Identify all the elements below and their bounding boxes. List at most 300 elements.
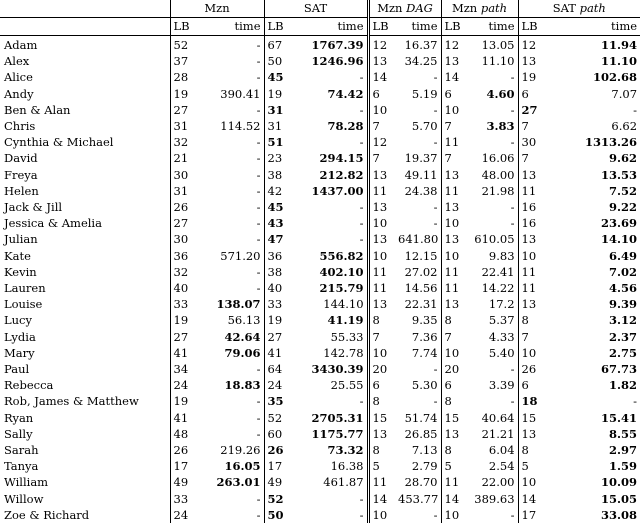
row-name: Zoe & Richard: [4, 507, 90, 522]
cell-sat-path-lb: 26: [518, 361, 545, 377]
cell-sat-lb: 64: [264, 361, 294, 377]
cell-mzn-lb: 24: [170, 377, 200, 393]
table-row: [0, 491, 640, 507]
cell-sat-time: 142.78: [323, 345, 364, 360]
cell-sat-lb: 49: [264, 474, 294, 490]
cell-mzn-time: -: [256, 394, 261, 409]
cell-mzn-path-time: 3.83: [486, 119, 515, 134]
cell-mzn-dag-lb: 10: [368, 248, 395, 264]
table-row: [0, 199, 640, 215]
cell-mzn-path-time: 2.54: [488, 459, 515, 474]
cell-sat-path-time: 1313.26: [585, 135, 638, 150]
cell-sat-lb: 27: [264, 329, 294, 345]
cell-mzn-dag-time: -: [433, 200, 438, 215]
row-name: Paul: [4, 362, 30, 377]
cell-mzn-path-lb: 5: [441, 458, 468, 474]
cell-mzn-path-lb: 8: [441, 442, 468, 458]
cell-sat-path-time: 15.05: [601, 491, 638, 506]
row-name: Helen: [4, 183, 39, 198]
table-row: [0, 183, 640, 199]
cell-mzn-dag-time: 27.02: [404, 264, 438, 279]
table-row: [0, 296, 640, 312]
cell-sat-time: -: [359, 135, 364, 150]
cell-sat-lb: 41: [264, 345, 294, 361]
cell-mzn-dag-lb: 11: [368, 474, 395, 490]
cell-sat-path-time: 4.56: [609, 281, 638, 296]
cell-sat-time: -: [359, 200, 364, 215]
row-name: Rebecca: [4, 378, 54, 393]
cell-sat-time: -: [359, 507, 364, 522]
row-name: Adam: [4, 38, 38, 52]
cell-sat-path-lb: 6: [518, 377, 545, 393]
cell-sat-path-time: 7.07: [611, 86, 638, 101]
cell-sat-lb: 23: [264, 150, 294, 166]
cell-mzn-lb: 19: [170, 312, 200, 328]
cell-mzn-dag-lb: 10: [368, 215, 395, 231]
cell-mzn-path-time: -: [510, 394, 515, 409]
cell-mzn-time: -: [256, 70, 261, 85]
cell-sat-lb: 26: [264, 442, 294, 458]
cell-mzn-lb: 32: [170, 264, 200, 280]
cell-mzn-dag-lb: 14: [368, 69, 395, 85]
table-row: [0, 474, 640, 490]
cell-mzn-path-time: 11.10: [481, 54, 515, 69]
cell-mzn-time: -: [256, 151, 261, 166]
table-row: [0, 280, 640, 296]
cell-mzn-time: -: [256, 264, 261, 279]
header-group-mzn-dag: Mzn DAG: [368, 0, 441, 18]
table-row: [0, 102, 640, 118]
cell-mzn-dag-time: 5.30: [411, 378, 438, 393]
cell-mzn-path-lb: 11: [441, 264, 468, 280]
cell-mzn-dag-lb: 7: [368, 118, 395, 134]
cell-sat-path-time: 15.41: [601, 410, 638, 425]
cell-mzn-path-time: 13.05: [481, 38, 515, 52]
row-name: Jessica & Amelia: [4, 216, 102, 231]
cell-mzn-time: -: [256, 426, 261, 441]
cell-sat-path-lb: 11: [518, 183, 545, 199]
cell-mzn-path-lb: 11: [441, 280, 468, 296]
cell-sat-path-lb: 27: [518, 102, 545, 118]
cell-mzn-dag-lb: 10: [368, 345, 395, 361]
cell-mzn-path-lb: 20: [441, 361, 468, 377]
cell-mzn-dag-time: 12.15: [404, 248, 438, 263]
table-row: [0, 361, 640, 377]
cell-sat-lb: 33: [264, 296, 294, 312]
cell-mzn-time: 114.52: [220, 119, 261, 134]
cell-sat-lb: 52: [264, 410, 294, 426]
cell-mzn-path-lb: 7: [441, 150, 468, 166]
cell-mzn-dag-time: 14.56: [404, 281, 438, 296]
cell-mzn-dag-time: 34.25: [404, 54, 438, 69]
cell-mzn-dag-time: 26.85: [404, 426, 438, 441]
cell-sat-path-lb: 13: [518, 167, 545, 183]
row-name: Andy: [4, 86, 34, 101]
cell-sat-lb: 67: [264, 36, 294, 54]
row-name: Tanya: [4, 459, 39, 474]
cell-mzn-lb: 41: [170, 410, 200, 426]
cell-mzn-lb: 24: [170, 507, 200, 523]
cell-sat-lb: 42: [264, 183, 294, 199]
cell-sat-time: -: [359, 232, 364, 247]
cell-mzn-time: 42.64: [224, 329, 261, 344]
cell-mzn-time: -: [256, 54, 261, 69]
cell-mzn-time: 138.07: [216, 297, 261, 312]
cell-sat-path-time: 11.10: [601, 54, 638, 69]
cell-mzn-path-lb: 11: [441, 134, 468, 150]
cell-sat-path-lb: 19: [518, 69, 545, 85]
cell-sat-lb: 38: [264, 264, 294, 280]
cell-mzn-path-time: 21.21: [481, 426, 515, 441]
cell-mzn-dag-time: -: [433, 362, 438, 377]
cell-sat-lb: 40: [264, 280, 294, 296]
cell-mzn-time: -: [256, 200, 261, 215]
cell-mzn-dag-lb: 8: [368, 312, 395, 328]
cell-mzn-path-lb: 10: [441, 345, 468, 361]
cell-mzn-path-lb: 13: [441, 199, 468, 215]
cell-mzn-path-time: -: [510, 216, 515, 231]
cell-sat-path-lb: 13: [518, 426, 545, 442]
cell-sat-time: 55.33: [330, 329, 364, 344]
row-name: Louise: [4, 297, 43, 312]
cell-mzn-lb: 33: [170, 296, 200, 312]
cell-mzn-time: 18.83: [224, 378, 261, 393]
cell-mzn-path-time: 22.00: [481, 475, 515, 490]
cell-mzn-dag-time: 19.37: [404, 151, 438, 166]
header-group-mzn: Mzn: [170, 0, 264, 18]
cell-mzn-lb: 31: [170, 183, 200, 199]
cell-mzn-lb: 32: [170, 134, 200, 150]
cell-sat-path-time: 2.37: [609, 329, 638, 344]
cell-mzn-path-time: 389.63: [474, 491, 515, 506]
cell-mzn-time: -: [256, 491, 261, 506]
cell-sat-lb: 52: [264, 491, 294, 507]
row-name: Lucy: [4, 313, 32, 328]
cell-sat-path-time: 14.10: [601, 232, 638, 247]
cell-mzn-dag-time: 16.37: [404, 38, 438, 52]
cell-mzn-lb: 26: [170, 199, 200, 215]
header-lb: LB: [518, 18, 545, 36]
cell-sat-time: -: [359, 394, 364, 409]
table-row: [0, 458, 640, 474]
cell-mzn-dag-lb: 10: [368, 507, 395, 523]
cell-mzn-lb: 28: [170, 69, 200, 85]
cell-sat-time: -: [359, 491, 364, 506]
cell-sat-time: -: [359, 102, 364, 117]
cell-mzn-dag-lb: 13: [368, 296, 395, 312]
cell-mzn-dag-time: -: [433, 102, 438, 117]
cell-sat-lb: 19: [264, 86, 294, 102]
cell-mzn-dag-lb: 13: [368, 53, 395, 69]
cell-mzn-path-time: 4.60: [486, 86, 515, 101]
cell-mzn-path-time: 5.40: [488, 345, 515, 360]
cell-mzn-path-time: 9.83: [488, 248, 515, 263]
cell-sat-path-time: 6.62: [611, 119, 638, 134]
row-name: William: [4, 475, 49, 490]
row-name: Willow: [4, 491, 44, 506]
cell-mzn-path-time: 21.98: [481, 183, 515, 198]
cell-sat-time: 2705.31: [311, 410, 364, 425]
header-time: time: [294, 18, 368, 36]
header-group-row: [0, 0, 640, 18]
cell-sat-path-lb: 16: [518, 215, 545, 231]
cell-sat-lb: 60: [264, 426, 294, 442]
table-row: [0, 248, 640, 264]
cell-sat-path-time: 10.09: [601, 475, 638, 490]
cell-mzn-dag-lb: 11: [368, 183, 395, 199]
cell-mzn-time: 79.06: [224, 345, 261, 360]
cell-mzn-lb: 27: [170, 215, 200, 231]
cell-sat-time: 16.38: [330, 459, 364, 474]
header-time: time: [395, 18, 441, 36]
cell-mzn-dag-lb: 13: [368, 199, 395, 215]
cell-mzn-path-time: -: [510, 135, 515, 150]
cell-mzn-path-time: 40.64: [481, 410, 515, 425]
cell-sat-path-lb: 12: [518, 36, 545, 54]
row-name: Lydia: [4, 329, 36, 344]
cell-mzn-path-time: 16.06: [481, 151, 515, 166]
cell-sat-time: 1246.96: [311, 54, 364, 69]
cell-sat-lb: 50: [264, 507, 294, 523]
cell-sat-path-time: 2.75: [609, 345, 638, 360]
table-row: [0, 312, 640, 328]
cell-mzn-lb: 33: [170, 491, 200, 507]
cell-sat-lb: 47: [264, 231, 294, 247]
cell-sat-time: 78.28: [327, 119, 364, 134]
cell-mzn-dag-time: 5.19: [411, 86, 438, 101]
cell-mzn-dag-time: 51.74: [404, 410, 438, 425]
header-corner: [0, 0, 170, 18]
cell-sat-time: 215.79: [319, 281, 364, 296]
cell-sat-path-time: 6.49: [609, 248, 638, 263]
row-name: David: [4, 151, 38, 166]
cell-mzn-lb: 27: [170, 102, 200, 118]
cell-mzn-path-lb: 13: [441, 231, 468, 247]
cell-sat-path-lb: 8: [518, 312, 545, 328]
cell-mzn-time: -: [256, 216, 261, 231]
header-name-cell: [0, 18, 170, 36]
cell-sat-path-lb: 8: [518, 442, 545, 458]
cell-sat-lb: 36: [264, 248, 294, 264]
cell-mzn-dag-lb: 13: [368, 426, 395, 442]
cell-sat-path-time: 8.55: [609, 426, 638, 441]
cell-mzn-path-time: 610.05: [474, 232, 515, 247]
cell-mzn-lb: 30: [170, 231, 200, 247]
cell-mzn-dag-lb: 8: [368, 393, 395, 409]
table-row: [0, 215, 640, 231]
row-name: Ryan: [4, 410, 34, 425]
row-name: Kevin: [4, 264, 37, 279]
cell-mzn-dag-time: -: [433, 135, 438, 150]
header-lb: LB: [264, 18, 294, 36]
cell-sat-path-time: 2.97: [609, 443, 638, 458]
table-row: [0, 426, 640, 442]
cell-mzn-path-lb: 11: [441, 183, 468, 199]
cell-mzn-lb: 19: [170, 393, 200, 409]
cell-sat-time: 1175.77: [311, 426, 364, 441]
row-name: Alex: [4, 54, 30, 69]
row-name: Sarah: [4, 443, 39, 458]
table-row: [0, 410, 640, 426]
cell-mzn-dag-lb: 12: [368, 36, 395, 54]
cell-mzn-time: 56.13: [227, 313, 261, 328]
cell-sat-lb: 43: [264, 215, 294, 231]
cell-mzn-dag-time: 24.38: [404, 183, 438, 198]
cell-mzn-path-time: 3.39: [488, 378, 515, 393]
cell-sat-time: 556.82: [319, 248, 364, 263]
cell-sat-path-time: 102.68: [593, 70, 638, 85]
cell-mzn-path-lb: 10: [441, 215, 468, 231]
row-name: Kate: [4, 248, 31, 263]
cell-mzn-dag-lb: 11: [368, 264, 395, 280]
cell-sat-lb: 17: [264, 458, 294, 474]
cell-mzn-dag-time: 641.80: [398, 232, 439, 247]
cell-sat-time: 73.32: [327, 443, 364, 458]
cell-sat-path-lb: 13: [518, 231, 545, 247]
cell-mzn-lb: 34: [170, 361, 200, 377]
cell-mzn-path-time: 22.41: [481, 264, 515, 279]
row-name: Chris: [4, 119, 36, 134]
cell-mzn-lb: 41: [170, 345, 200, 361]
table-row: [0, 329, 640, 345]
cell-sat-path-lb: 15: [518, 410, 545, 426]
cell-sat-path-time: 9.22: [609, 200, 638, 215]
cell-mzn-lb: 30: [170, 167, 200, 183]
table-row: [0, 53, 640, 69]
cell-sat-time: 41.19: [327, 313, 364, 328]
cell-sat-path-time: 7.02: [609, 264, 638, 279]
table-row: [0, 345, 640, 361]
cell-mzn-dag-lb: 12: [368, 134, 395, 150]
cell-mzn-dag-time: -: [433, 70, 438, 85]
cell-sat-time: -: [359, 70, 364, 85]
cell-mzn-path-lb: 13: [441, 53, 468, 69]
cell-mzn-lb: 21: [170, 150, 200, 166]
cell-mzn-lb: 40: [170, 280, 200, 296]
header-lb: LB: [170, 18, 200, 36]
cell-mzn-dag-lb: 7: [368, 329, 395, 345]
cell-mzn-time: -: [256, 232, 261, 247]
cell-sat-lb: 45: [264, 69, 294, 85]
cell-mzn-time: 16.05: [224, 459, 261, 474]
cell-mzn-lb: 27: [170, 329, 200, 345]
cell-mzn-dag-lb: 6: [368, 377, 395, 393]
cell-mzn-path-time: 4.33: [488, 329, 515, 344]
cell-mzn-time: -: [256, 410, 261, 425]
cell-sat-path-lb: 16: [518, 199, 545, 215]
cell-sat-lb: 24: [264, 377, 294, 393]
cell-mzn-dag-time: 2.79: [411, 459, 438, 474]
cell-sat-path-time: 11.94: [601, 38, 638, 52]
cell-sat-path-time: 7.52: [609, 183, 638, 198]
cell-mzn-lb: 17: [170, 458, 200, 474]
cell-mzn-dag-time: 453.77: [398, 491, 439, 506]
cell-mzn-path-lb: 14: [441, 491, 468, 507]
table-row: [0, 377, 640, 393]
header-group-sat-path: SAT path: [518, 0, 640, 18]
table-row: [0, 150, 640, 166]
cell-mzn-path-time: 48.00: [481, 167, 515, 182]
cell-sat-path-lb: 30: [518, 134, 545, 150]
cell-mzn-dag-lb: 14: [368, 491, 395, 507]
cell-sat-path-time: 9.39: [609, 297, 638, 312]
cell-mzn-dag-time: 22.31: [404, 297, 438, 312]
cell-mzn-path-lb: 12: [441, 36, 468, 54]
cell-sat-path-time: 1.59: [609, 459, 638, 474]
table-row: [0, 264, 640, 280]
cell-mzn-dag-lb: 8: [368, 442, 395, 458]
table-row: [0, 86, 640, 102]
cell-mzn-time: -: [256, 167, 261, 182]
cell-mzn-path-lb: 7: [441, 118, 468, 134]
cell-sat-path-lb: 7: [518, 150, 545, 166]
cell-sat-path-time: 67.73: [601, 362, 638, 377]
cell-mzn-lb: 37: [170, 53, 200, 69]
cell-sat-path-lb: 11: [518, 280, 545, 296]
cell-sat-time: 3430.39: [311, 362, 364, 377]
cell-mzn-path-lb: 13: [441, 167, 468, 183]
cell-sat-path-lb: 10: [518, 345, 545, 361]
cell-mzn-lb: 49: [170, 474, 200, 490]
cell-sat-time: 461.87: [323, 475, 364, 490]
cell-sat-lb: 50: [264, 53, 294, 69]
cell-mzn-path-lb: 13: [441, 426, 468, 442]
cell-mzn-path-lb: 8: [441, 312, 468, 328]
cell-mzn-time: 390.41: [220, 86, 261, 101]
cell-mzn-path-time: 17.2: [488, 297, 515, 312]
cell-sat-path-lb: 17: [518, 507, 545, 523]
cell-sat-path-time: 9.62: [609, 151, 638, 166]
cell-sat-path-time: 13.53: [601, 167, 638, 182]
table-row: [0, 69, 640, 85]
cell-mzn-path-time: -: [510, 200, 515, 215]
table-row: [0, 134, 640, 150]
header-sub-row: [0, 18, 640, 36]
cell-sat-time: 212.82: [319, 167, 364, 182]
cell-mzn-time: -: [256, 102, 261, 117]
cell-sat-path-lb: 11: [518, 264, 545, 280]
cell-mzn-path-lb: 15: [441, 410, 468, 426]
header-group-mzn-path: Mzn path: [441, 0, 518, 18]
cell-sat-lb: 38: [264, 167, 294, 183]
cell-mzn-path-time: 6.04: [488, 443, 515, 458]
cell-sat-time: -: [359, 216, 364, 231]
cell-sat-path-time: -: [633, 102, 638, 117]
cell-sat-lb: 51: [264, 134, 294, 150]
cell-mzn-dag-lb: 7: [368, 150, 395, 166]
cell-mzn-path-lb: 14: [441, 69, 468, 85]
cell-mzn-dag-time: -: [433, 394, 438, 409]
cell-mzn-time: -: [256, 135, 261, 150]
cell-mzn-time: 219.26: [220, 443, 261, 458]
table-row: [0, 442, 640, 458]
header-time: time: [200, 18, 264, 36]
cell-mzn-path-lb: 6: [441, 377, 468, 393]
cell-mzn-time: 571.20: [220, 248, 261, 263]
table-row: [0, 167, 640, 183]
cell-mzn-dag-lb: 10: [368, 102, 395, 118]
cell-mzn-dag-lb: 5: [368, 458, 395, 474]
header-time: time: [468, 18, 518, 36]
cell-mzn-dag-time: 7.13: [411, 443, 438, 458]
cell-mzn-dag-time: -: [433, 507, 438, 522]
cell-mzn-path-lb: 7: [441, 329, 468, 345]
cell-mzn-time: -: [256, 281, 261, 296]
cell-mzn-dag-lb: 13: [368, 167, 395, 183]
row-name: Julian: [4, 232, 38, 247]
cell-sat-lb: 31: [264, 118, 294, 134]
cell-sat-time: 25.55: [330, 378, 364, 393]
